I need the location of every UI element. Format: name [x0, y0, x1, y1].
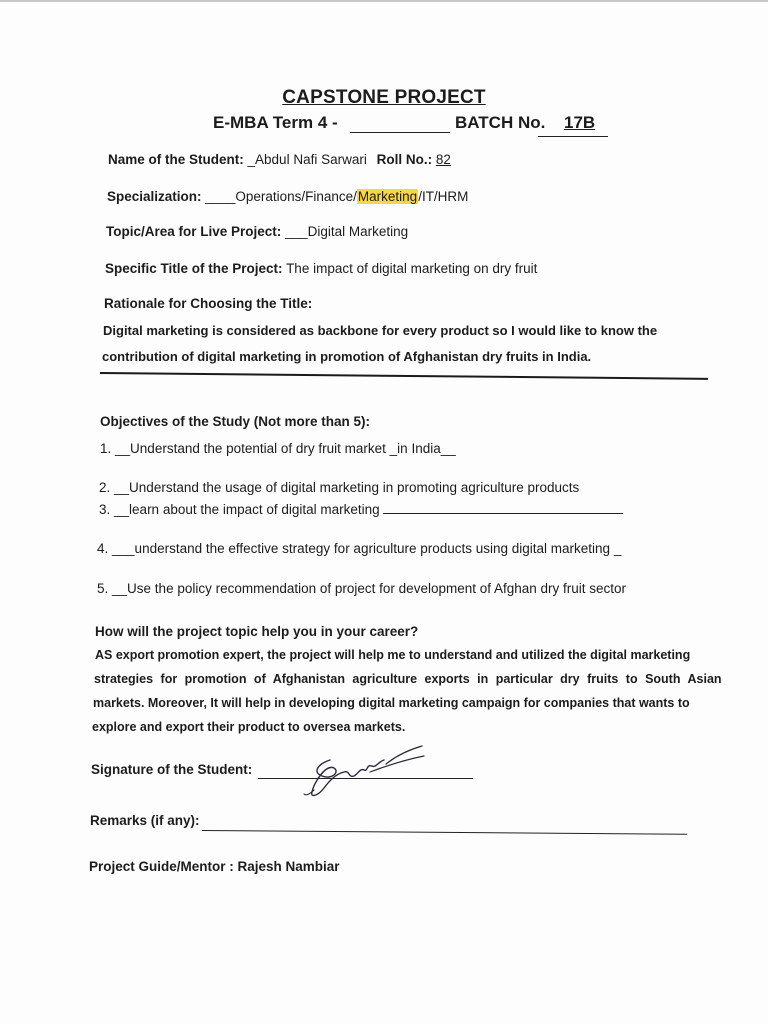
student-name-label: Name of the Student:	[108, 152, 244, 167]
objective-item-4	[97, 540, 621, 558]
career-line-4: explore and export their product to oversea markets.	[92, 720, 406, 734]
rationale-line-1: Digital marketing is considered as backbone for every product so I would like to know the	[103, 323, 658, 338]
topic-row	[106, 223, 408, 241]
objective-num: 5.	[97, 581, 109, 596]
objective-item-1	[100, 440, 456, 458]
specialization-highlight: Marketing	[357, 189, 418, 204]
topic-value: ___Digital Marketing	[285, 224, 409, 239]
objective-text: ___understand the effective strategy for agriculture products using digital marketing _	[112, 541, 622, 556]
specialization-prefix: ____Operations/Finance/	[205, 189, 357, 204]
student-name-value: _Abdul Nafi Sarwari	[247, 152, 367, 167]
rationale-label: Rationale for Choosing the Title:	[104, 296, 313, 311]
roll-value: 82	[435, 152, 451, 167]
career-line-2: strategies for promotion of Afghanistan agriculture exports in particular dry fruits to South Asian	[94, 672, 722, 686]
career-line-3: markets. Moreover, It will help in developing digital marketing campaign for companies that wants to	[93, 696, 690, 710]
rationale-line-2: contribution of digital marketing in promotion of Afghanistan dry fruits in India.	[102, 349, 592, 364]
roll-label: Roll No.:	[376, 152, 433, 167]
objective-text: __Understand the potential of dry fruit market _in India__	[115, 441, 456, 456]
signature-label: Signature of the Student:	[91, 762, 253, 777]
specific-title-value: The impact of digital marketing on dry fruit	[286, 261, 538, 276]
rationale-rule	[100, 372, 708, 380]
objective-num: 1.	[100, 441, 112, 456]
topic-label: Topic/Area for Live Project:	[106, 224, 282, 239]
objective-3-blank	[383, 499, 623, 514]
objective-num: 4.	[97, 541, 109, 556]
career-line-1: AS export promotion expert, the project will help me to understand and utilized the digital marketing	[95, 648, 691, 662]
handwritten-signature	[300, 742, 430, 802]
remarks-label: Remarks (if any):	[90, 813, 200, 828]
batch-label: BATCH No.	[455, 113, 546, 132]
objective-num: 2.	[99, 480, 111, 495]
objective-item-3	[99, 499, 623, 519]
specialization-row	[107, 188, 468, 206]
objective-item-2	[99, 479, 579, 497]
objective-text: __Understand the usage of digital marketing in promoting agriculture products	[114, 480, 580, 495]
term-blank-line	[350, 132, 450, 133]
specific-title-row	[105, 260, 537, 278]
batch-value: 17B	[564, 113, 596, 132]
objective-text: __learn about the impact of digital marketing	[114, 502, 380, 517]
project-guide: Project Guide/Mentor : Rajesh Nambiar	[89, 859, 340, 874]
specialization-label: Specialization:	[107, 189, 202, 204]
term-label: E-MBA Term 4 -	[213, 113, 338, 132]
specialization-suffix: /IT/HRM	[418, 189, 469, 204]
objective-item-5	[97, 580, 626, 598]
batch-underline	[538, 136, 608, 137]
student-row	[108, 151, 451, 169]
career-label: How will the project topic help you in your career?	[95, 624, 419, 639]
objective-num: 3.	[99, 502, 111, 517]
objective-text: __Use the policy recommendation of project for development of Afghan dry fruit sector	[112, 581, 627, 596]
remarks-line	[202, 830, 687, 835]
objectives-label: Objectives of the Study (Not more than 5):	[100, 414, 371, 429]
scan-top-edge	[0, 0, 768, 2]
specific-title-label: Specific Title of the Project:	[105, 261, 283, 276]
document-title: CAPSTONE PROJECT	[282, 87, 486, 108]
